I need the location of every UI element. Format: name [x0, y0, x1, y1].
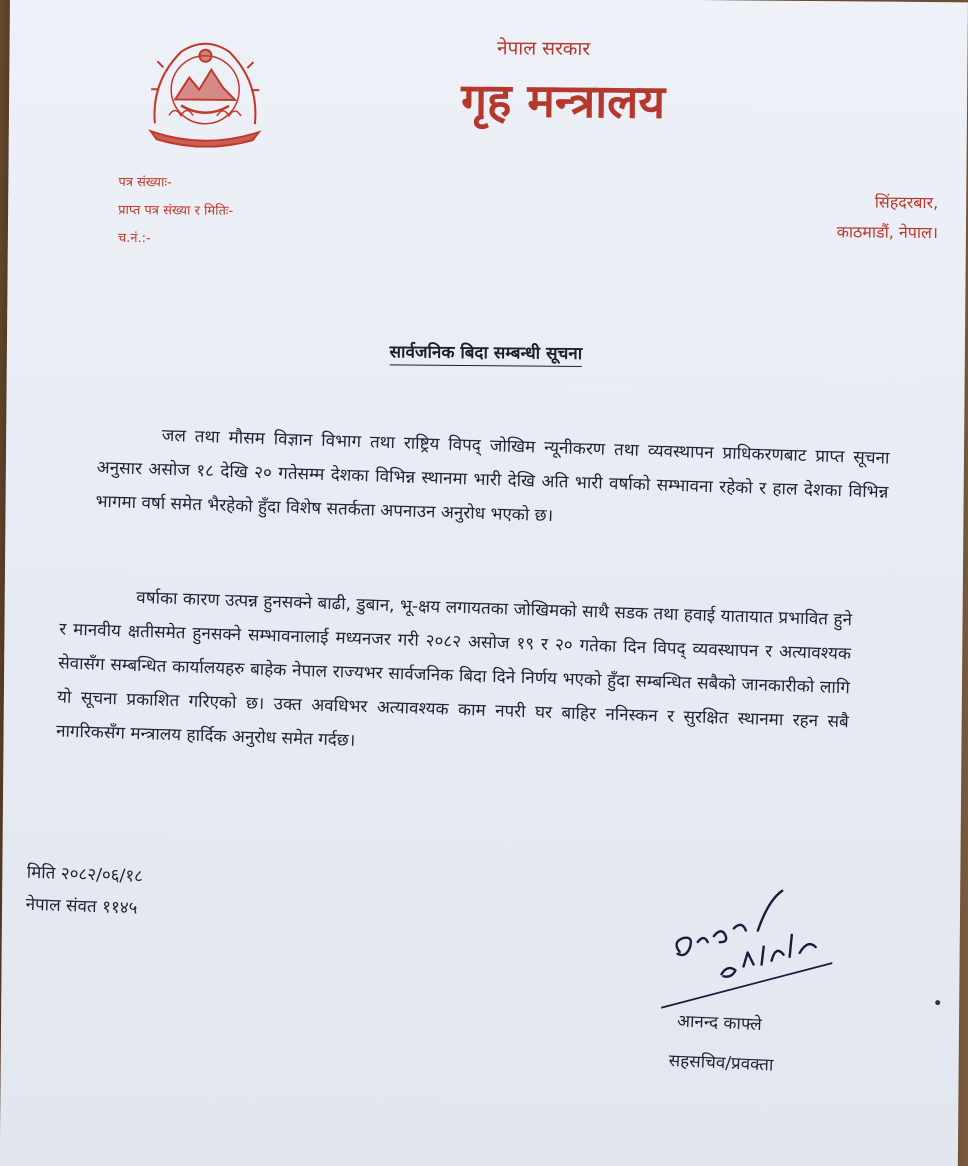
notice-paragraph-2: वर्षाका कारण उत्पन्न हुनसक्ने बाढी, डुबान, भू-क्षय लगायतका जोखिमको साथै सडक तथा हवाई यातायात प्रभावित हुने र मानवीय क्षतीसमेत हुनसक्ने सम्भावनालाई मध्यनजर गरी २०८२ असोज १९ र २० गतेका दिन विपद् व्यवस्थापन र अत्यावश्यक सेवासँग सम्बन्धित कार्यालयहरु बाहेक नेपाल राज्यभर सार्वजनिक बिदा दिने निर्णय भएको हुँदा सम्बन्धित सबैको जानकारीको लागि यो सूचना प्रकाशित गरिएको छ। उक्त अवधिभर अत्यावश्यक काम नपरी घर बाहिर ननिस्कन र सुरक्षित स्थानमा रहन सबै नागरिकसँग मन्त्रालय हार्दिक अनुरोध समेत गर्दछ।	[55, 587, 853, 751]
signatory-name: आनन्द काफ्ले	[676, 1011, 763, 1036]
date-block	[25, 857, 143, 925]
ink-dot	[935, 1000, 940, 1005]
reference-block	[118, 169, 234, 254]
ministry-heading: गृह मन्त्रालय	[460, 72, 666, 129]
date-line: मिति २०८२/०६/१८	[26, 862, 144, 887]
dispatch-number-label: च.नं.:-	[117, 230, 151, 247]
notice-title-text: सार्वजनिक बिदा सम्बन्धी सूचना	[389, 342, 582, 367]
address-block	[836, 187, 938, 248]
nepal-sambat-line: नेपाल संवत ११४५	[25, 894, 138, 919]
handwritten-signature	[661, 880, 842, 1012]
letter-number-label: पत्र संख्याः-	[118, 174, 172, 191]
signatory-title: सहसचिव/प्रवक्ता	[668, 1050, 774, 1076]
received-letter-label: प्राप्त पत्र संख्या र मितिः-	[118, 202, 234, 219]
notice-paragraph-1: जल तथा मौसम विज्ञान विभाग तथा राष्ट्रिय विपद् जोखिम न्यूनीकरण तथा व्यवस्थापन प्राधिकरणबाट प्राप्त सूचना अनुसार असोज १८ देखि २० गतेसम्म देशका विभिन्न स्थानमा भारी देखि अति भारी वर्षाको सम्भावना रहेको र हाल देशका विभिन्न भागमा वर्षा समेत भैरहेको हुँदा विशेष सतर्कता अपनाउन अनुरोध भएको छ।	[95, 425, 890, 527]
notice-title	[7, 336, 965, 367]
address-line-2: काठमाडौं, नेपाल।	[836, 222, 939, 243]
address-line-1: सिंहदरबार,	[874, 192, 939, 213]
government-heading: नेपाल सरकार	[496, 37, 591, 61]
